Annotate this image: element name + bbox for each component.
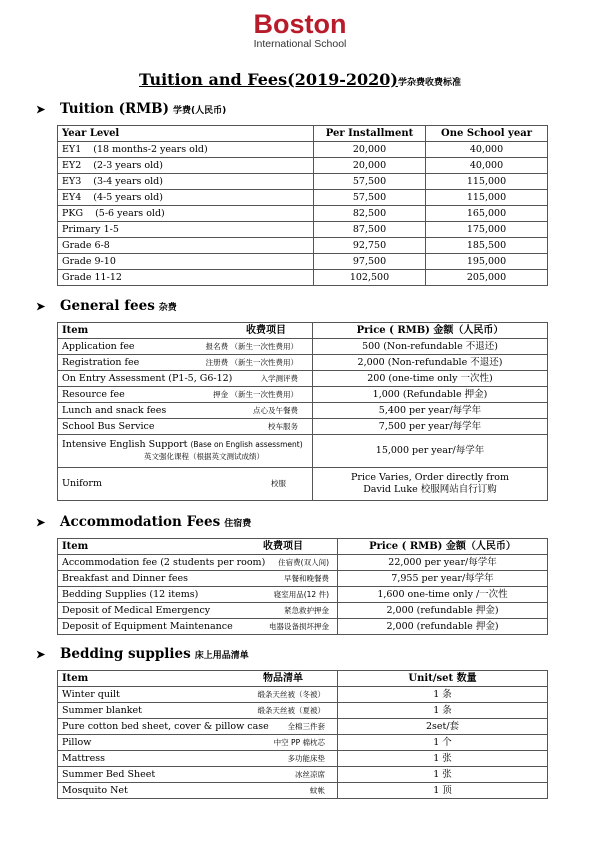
- page-title-main: Tuition and Fees(2019-2020): [139, 70, 398, 89]
- col-header-item-cell: [58, 671, 338, 687]
- table-row: [58, 254, 548, 270]
- item-cell: [58, 355, 313, 371]
- price-cell: 7,955 per year/每学年: [338, 571, 548, 587]
- accommodation-table: [57, 538, 548, 635]
- price-cell: 7,500 per year/每学年: [313, 419, 548, 435]
- price-cell: 22,000 per year/每学年: [338, 555, 548, 571]
- item-cell: [58, 703, 338, 719]
- uniform-cell: [58, 468, 313, 501]
- age-range: (5-6 years old): [95, 207, 165, 219]
- col-header-item-cell: [58, 323, 313, 339]
- bedding-table: [57, 670, 548, 799]
- price-cell: 500 (Non-refundable 不退还): [313, 339, 548, 355]
- one-school-year-cell: 165,000: [426, 206, 548, 222]
- year-level-cell: [58, 238, 314, 254]
- one-school-year-cell: 205,000: [426, 270, 548, 286]
- item-label: Deposit of Equipment Maintenance: [62, 620, 233, 632]
- col-header-year-level: Year Level: [58, 126, 314, 142]
- per-installment-cell: 92,750: [314, 238, 426, 254]
- table-row: [58, 783, 548, 799]
- item-label-cn: 多功能床垫: [287, 753, 325, 763]
- page-title: [0, 70, 600, 93]
- table-row: [58, 767, 548, 783]
- section-bedding-heading: [36, 646, 249, 664]
- year-level-cell: [58, 142, 314, 158]
- item-label-cn: 蚊帐: [310, 785, 325, 795]
- item-cell: [58, 587, 338, 603]
- item-label: Bedding Supplies (12 items): [62, 588, 199, 600]
- item-cell-content: [62, 373, 308, 385]
- arrow-bullet-icon: ➤: [36, 103, 46, 116]
- year-level-cell: [58, 254, 314, 270]
- unit-cell: 2set/套: [338, 719, 548, 735]
- uniform-price-line1: Price Varies, Order directly from: [351, 472, 509, 483]
- item-cell: [58, 783, 338, 799]
- year-level: PKG: [62, 207, 84, 219]
- item-cell: [58, 387, 313, 403]
- item-cell: [58, 371, 313, 387]
- section-accommodation-heading: [36, 514, 251, 532]
- table-row: [58, 158, 548, 174]
- one-school-year-cell: 115,000: [426, 174, 548, 190]
- per-installment-cell: 20,000: [314, 142, 426, 158]
- item-cell-content: [62, 753, 333, 765]
- item-cell: [58, 339, 313, 355]
- item-label-cn: 缎条天丝被（冬被）: [257, 689, 325, 699]
- item-cell: [58, 735, 338, 751]
- arrow-bullet-icon: ➤: [36, 516, 46, 529]
- item-cell: [58, 619, 338, 635]
- item-cell: [58, 687, 338, 703]
- col-header-item: Item: [62, 540, 89, 552]
- one-school-year-cell: 195,000: [426, 254, 548, 270]
- item-cell-content: [62, 557, 333, 569]
- english-support-note: (Base on English assessment): [190, 440, 303, 449]
- unit-cell: 1 顶: [338, 783, 548, 799]
- item-cell: [58, 767, 338, 783]
- one-school-year-cell: 185,500: [426, 238, 548, 254]
- english-support-price: 15,000 per year/每学年: [313, 435, 548, 468]
- item-cell-content: [62, 357, 308, 369]
- table-row: [58, 270, 548, 286]
- year-level: Grade 6-8: [62, 239, 110, 251]
- col-header-item-cell: [58, 539, 338, 555]
- item-label-cn: 早餐和晚餐费: [284, 573, 329, 583]
- item-cell: [58, 555, 338, 571]
- item-cell-content: [62, 785, 333, 797]
- section-accommodation-title-cn: 住宿费: [224, 519, 252, 529]
- col-header-item: Item: [62, 672, 89, 684]
- price-cell: 2,000 (refundable 押金): [338, 619, 548, 635]
- school-logo: [0, 10, 600, 50]
- section-accommodation-title: Accommodation Fees: [60, 514, 221, 530]
- section-tuition-title: Tuition (RMB): [60, 101, 169, 117]
- col-header-item-cn: 物品清单: [263, 672, 303, 684]
- table-row: [58, 403, 548, 419]
- year-level-cell: [58, 270, 314, 286]
- section-general-title: General fees: [60, 298, 155, 314]
- one-school-year-cell: 115,000: [426, 190, 548, 206]
- unit-cell: 1 张: [338, 751, 548, 767]
- table-row: [58, 687, 548, 703]
- item-label: School Bus Service: [62, 420, 155, 432]
- price-cell: 200 (one-time only 一次性): [313, 371, 548, 387]
- item-label: Winter quilt: [62, 688, 120, 700]
- table-row: [58, 571, 548, 587]
- item-cell-content: [62, 605, 333, 617]
- table-row: [58, 222, 548, 238]
- item-label: Accommodation fee (2 students per room): [62, 556, 266, 568]
- item-label: Lunch and snack fees: [62, 404, 167, 416]
- item-cell: [58, 751, 338, 767]
- item-label: Mosquito Net: [62, 784, 128, 796]
- table-row: [58, 371, 548, 387]
- table-row: [58, 703, 548, 719]
- logo-subtitle: International School: [253, 38, 347, 50]
- table-row: [58, 719, 548, 735]
- item-label-cn: 入学测评费: [260, 373, 298, 383]
- item-cell-content: [62, 573, 333, 585]
- item-label: Mattress: [62, 752, 105, 764]
- english-support-cn: 英文强化课程（根据英文测试成绩）: [144, 452, 264, 461]
- table-header-row: [58, 671, 548, 687]
- english-support-label: Intensive English Support: [62, 439, 188, 450]
- item-label: Application fee: [62, 340, 135, 352]
- table-row: [58, 387, 548, 403]
- table-header-row: [58, 126, 548, 142]
- item-label-cn: 寝室用品(12 件): [273, 589, 329, 599]
- table-row: [58, 555, 548, 571]
- uniform-label: Uniform: [62, 478, 102, 489]
- year-level-cell: [58, 174, 314, 190]
- unit-cell: 1 张: [338, 767, 548, 783]
- year-level-cell: [58, 158, 314, 174]
- section-bedding-title: Bedding supplies: [60, 646, 191, 662]
- year-level: EY2: [62, 159, 82, 171]
- year-level-cell: [58, 206, 314, 222]
- per-installment-cell: 57,500: [314, 190, 426, 206]
- uniform-price-line2: David Luke 校服网站自行订购: [363, 484, 497, 495]
- one-school-year-cell: 40,000: [426, 158, 548, 174]
- item-cell-content: [62, 421, 308, 433]
- item-cell-content: [62, 389, 308, 401]
- col-header-price: Price ( RMB) 金额（人民币）: [313, 323, 548, 339]
- price-cell: 1,600 one-time only /一次性: [338, 587, 548, 603]
- age-range: (4-5 years old): [93, 191, 163, 203]
- one-school-year-cell: 175,000: [426, 222, 548, 238]
- section-general-heading: [36, 298, 177, 316]
- age-range: (3-4 years old): [93, 175, 163, 187]
- item-label: Summer blanket: [62, 704, 142, 716]
- uniform-price-cell: [313, 468, 548, 501]
- unit-cell: 1 条: [338, 687, 548, 703]
- item-label-cn: 报名费 （新生一次性费用）: [205, 341, 298, 351]
- item-cell-content: [62, 705, 333, 717]
- section-tuition-title-cn: 学费(人民币): [172, 106, 227, 116]
- item-label: Deposit of Medical Emergency: [62, 604, 211, 616]
- col-header-per-installment: Per Installment: [314, 126, 426, 142]
- table-row: [58, 751, 548, 767]
- year-level-cell: [58, 222, 314, 238]
- page-title-cn: 学杂费收费标准: [397, 78, 461, 88]
- item-cell: [58, 719, 338, 735]
- item-cell: [58, 419, 313, 435]
- item-label: Pillow: [62, 736, 92, 748]
- col-header-unit: Unit/set 数量: [338, 671, 548, 687]
- item-label: Resource fee: [62, 388, 125, 400]
- table-row: [58, 619, 548, 635]
- col-header-price: Price ( RMB) 金额（人民币）: [338, 539, 548, 555]
- table-header-row: [58, 539, 548, 555]
- per-installment-cell: 102,500: [314, 270, 426, 286]
- item-label-cn: 押金 （新生一次性费用）: [213, 389, 298, 399]
- per-installment-cell: 97,500: [314, 254, 426, 270]
- table-row: [58, 435, 548, 468]
- section-general-title-cn: 杂费: [158, 303, 177, 313]
- price-cell: 1,000 (Refundable 押金): [313, 387, 548, 403]
- per-installment-cell: 20,000: [314, 158, 426, 174]
- item-cell-content: [62, 341, 308, 353]
- item-label: Summer Bed Sheet: [62, 768, 156, 780]
- uniform-cn: 校服: [271, 479, 286, 488]
- price-cell: 2,000 (Non-refundable 不退还): [313, 355, 548, 371]
- table-row: [58, 355, 548, 371]
- price-cell: 5,400 per year/每学年: [313, 403, 548, 419]
- item-cell-content: [62, 721, 333, 733]
- item-label-cn: 中空 PP 棉枕芯: [273, 737, 325, 747]
- year-level: EY3: [62, 175, 82, 187]
- year-level: Primary 1-5: [62, 223, 119, 235]
- item-label: Pure cotton bed sheet, cover & pillow case: [62, 720, 269, 732]
- table-header-row: [58, 323, 548, 339]
- year-level: Grade 9-10: [62, 255, 116, 267]
- col-header-item-cn: 收费项目: [246, 324, 286, 336]
- table-row: [58, 190, 548, 206]
- one-school-year-cell: 40,000: [426, 142, 548, 158]
- item-cell-content: [62, 621, 333, 633]
- item-label-cn: 全棉三件套: [287, 721, 325, 731]
- age-range: (18 months-2 years old): [93, 143, 208, 155]
- per-installment-cell: 82,500: [314, 206, 426, 222]
- per-installment-cell: 87,500: [314, 222, 426, 238]
- unit-cell: 1 个: [338, 735, 548, 751]
- table-row: [58, 603, 548, 619]
- item-cell: [58, 603, 338, 619]
- table-row: [58, 587, 548, 603]
- item-cell-content: [62, 769, 333, 781]
- table-row: [58, 142, 548, 158]
- year-level-cell: [58, 190, 314, 206]
- arrow-bullet-icon: ➤: [36, 300, 46, 313]
- item-cell: [58, 403, 313, 419]
- item-label-cn: 冰丝凉席: [295, 769, 325, 779]
- table-row: [58, 735, 548, 751]
- item-label-cn: 校车服务: [268, 421, 298, 431]
- col-header-item: Item: [62, 324, 89, 336]
- col-header-item-cn: 收费项目: [263, 540, 303, 552]
- arrow-bullet-icon: ➤: [36, 648, 46, 661]
- table-row: [58, 206, 548, 222]
- item-label: Breakfast and Dinner fees: [62, 572, 189, 584]
- item-cell-content: [62, 589, 333, 601]
- year-level: Grade 11-12: [62, 271, 122, 283]
- table-row: [58, 238, 548, 254]
- item-cell-content: [62, 405, 308, 417]
- item-label-cn: 电器设备损坏押金: [269, 621, 329, 631]
- item-label-cn: 缎条天丝被（夏被）: [257, 705, 325, 715]
- col-header-one-school-year: One School year: [426, 126, 548, 142]
- year-level: EY1: [62, 143, 82, 155]
- item-label: On Entry Assessment (P1-5, G6-12): [62, 372, 233, 384]
- english-support-cell: [58, 435, 313, 468]
- table-row: [58, 468, 548, 501]
- age-range: (2-3 years old): [93, 159, 163, 171]
- section-bedding-title-cn: 床上用品清单: [194, 651, 249, 661]
- logo-name: Boston: [253, 9, 347, 39]
- tuition-table: [57, 125, 548, 286]
- item-label-cn: 点心及午餐费: [253, 405, 298, 415]
- table-row: [58, 339, 548, 355]
- general-fees-table: [57, 322, 548, 501]
- price-cell: 2,000 (refundable 押金): [338, 603, 548, 619]
- item-cell-content: [62, 737, 333, 749]
- per-installment-cell: 57,500: [314, 174, 426, 190]
- item-label-cn: 注册费 （新生一次性费用）: [205, 357, 298, 367]
- section-tuition-heading: [36, 101, 226, 119]
- item-cell-content: [62, 689, 333, 701]
- year-level: EY4: [62, 191, 82, 203]
- table-row: [58, 174, 548, 190]
- unit-cell: 1 条: [338, 703, 548, 719]
- item-cell: [58, 571, 338, 587]
- table-row: [58, 419, 548, 435]
- item-label-cn: 住宿费(双人间): [278, 557, 329, 567]
- item-label: Registration fee: [62, 356, 140, 368]
- item-label-cn: 紧急救护押金: [284, 605, 329, 615]
